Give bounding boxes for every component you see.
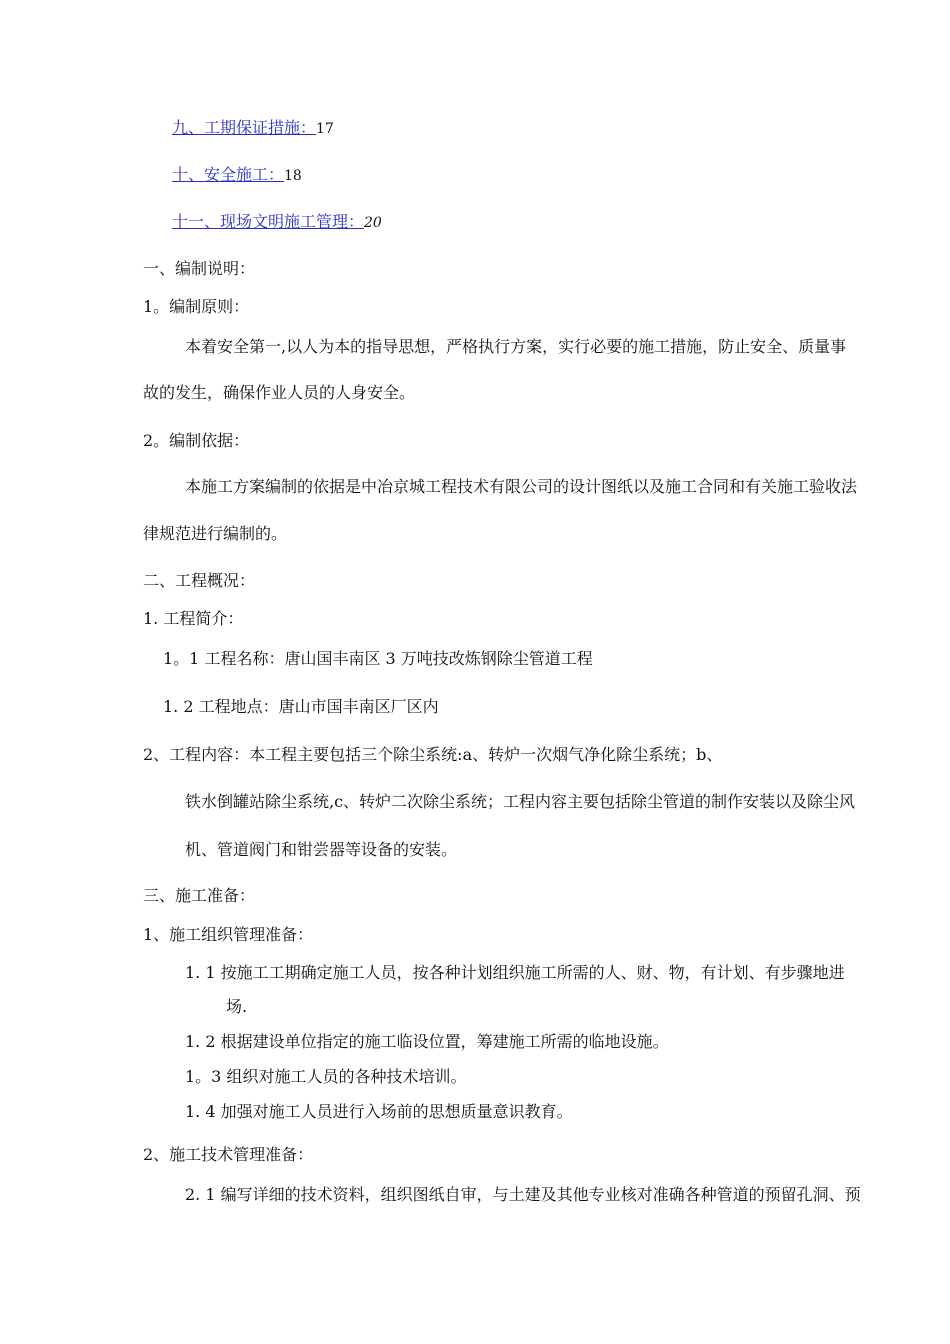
- subsection-heading: 1. 工程简介：: [143, 609, 244, 628]
- toc-link[interactable]: 十一、现场文明施工管理：: [172, 212, 365, 231]
- subsection-heading: 2。编制依据：: [143, 431, 250, 450]
- list-item: 1. 4 加强对施工人员进行入场前的思想质量意识教育。: [185, 1102, 573, 1121]
- section-heading: 一、编制说明：: [143, 259, 256, 278]
- toc-page-number: 18: [284, 168, 302, 184]
- section-heading: 二、工程概况：: [143, 571, 256, 590]
- toc-item[interactable]: [172, 118, 334, 139]
- subsection-heading: 1。编制原则：: [143, 297, 250, 316]
- subsection-heading: 2、施工技术管理准备：: [143, 1145, 314, 1164]
- list-item: 1。1 工程名称：唐山国丰南区 3 万吨技改炼钢除尘管道工程: [163, 649, 593, 668]
- section-heading: 三、施工准备：: [143, 886, 256, 905]
- list-item: 1。3 组织对施工人员的各种技术培训。: [185, 1067, 467, 1086]
- paragraph-line: 故的发生，确保作业人员的人身安全。: [143, 383, 416, 402]
- toc-page-number: 20: [364, 215, 382, 231]
- list-item: 场.: [226, 997, 248, 1016]
- toc-link[interactable]: 十、安全施工：: [172, 165, 285, 184]
- paragraph-line: 2、工程内容：本工程主要包括三个除尘系统:a、转炉一次烟气净化除尘系统；b、: [143, 745, 723, 764]
- toc-page-number: 17: [316, 121, 334, 137]
- paragraph-line: 律规范进行编制的。: [143, 524, 288, 543]
- toc-item[interactable]: [172, 212, 382, 233]
- list-item: 2. 1 编写详细的技术资料，组织图纸自审，与土建及其他专业核对准确各种管道的预留孔洞、预: [185, 1185, 861, 1204]
- paragraph-line: 机、管道阀门和钳尝器等设备的安装。: [185, 840, 458, 859]
- list-item: 1. 1 按施工工期确定施工人员，按各种计划组织施工所需的人、财、物，有计划、有步骤地进: [185, 963, 845, 982]
- toc-item[interactable]: [172, 165, 302, 186]
- list-item: 1. 2 工程地点：唐山市国丰南区厂区内: [163, 697, 439, 716]
- subsection-heading: 1、施工组织管理准备：: [143, 925, 314, 944]
- paragraph-line: 本施工方案编制的依据是中冶京城工程技术有限公司的设计图纸以及施工合同和有关施工验收法: [185, 477, 858, 496]
- paragraph-line: 铁水倒罐站除尘系统,c、转炉二次除尘系统；工程内容主要包括除尘管道的制作安装以及除尘风: [185, 792, 856, 811]
- paragraph-line: 本着安全第一,以人为本的指导思想，严格执行方案，实行必要的施工措施，防止安全、质量事: [185, 337, 847, 356]
- toc-link[interactable]: 九、工期保证措施：: [172, 118, 317, 137]
- list-item: 1. 2 根据建设单位指定的施工临设位置，筹建施工所需的临地设施。: [185, 1032, 669, 1051]
